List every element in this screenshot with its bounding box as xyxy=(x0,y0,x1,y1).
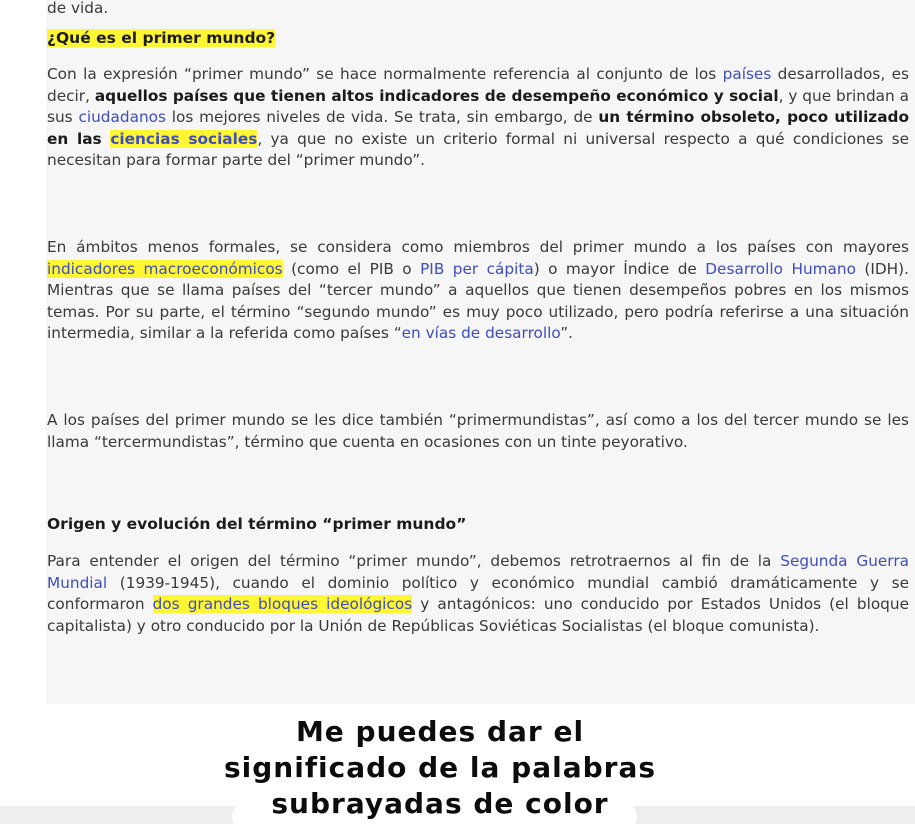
link-desarrollo-humano[interactable]: Desarrollo Humano xyxy=(705,259,856,278)
highlight-ciencias-sociales[interactable]: ciencias sociales xyxy=(110,129,258,148)
link-en-vias-de-desarrollo[interactable]: en vías de desarrollo xyxy=(401,324,561,343)
heading-origen: Origen y evolución del término “primer mundo” xyxy=(47,515,467,533)
link-ciudadanos[interactable]: ciudadanos xyxy=(78,108,166,127)
heading-primer-mundo: ¿Qué es el primer mundo? xyxy=(47,29,276,47)
overlay-question xyxy=(150,714,730,822)
paragraph-3: A los países del primer mundo se les dice también “primermundistas”, así como a los del tercer mundo se les llama “tercermundistas”, término que cuenta en ocasiones con un tinte peyorativo. xyxy=(47,411,909,451)
paragraph-2: En ámbitos menos formales, se considera como miembros del primer mundo a los países con mayores indicadores macroeconómicos (como el PIB o PIB per cápita) o mayor Índice de Desarrollo Humano (IDH). Mientras que se llama países del “tercer mundo” a aquellos que tienen desempeños pobres en los mismos temas. Por su parte, el término “segundo mundo” es muy poco utilizado, pero podría referirse a una situación intermedia, similar a la referida como países “en vías de desarrollo”. xyxy=(47,238,909,343)
top-fragment: de vida. xyxy=(47,0,109,17)
highlight-indicadores-macroeconomicos[interactable]: indicadores macroeconómicos xyxy=(47,259,283,278)
overlay-line-3: subrayadas de color xyxy=(271,787,609,820)
overlay-line-2: significado de la palabras xyxy=(224,751,656,784)
overlay-line-1: Me puedes dar el xyxy=(295,715,585,748)
link-segunda-guerra-mundial[interactable]: Segunda Guerra Mundial xyxy=(47,552,909,592)
paragraph-4: Para entender el origen del término “primer mundo”, debemos retrotraernos al fin de la Segunda Guerra Mundial (1939-1945), cuando el dominio político y económico mundial cambió dramáticamente y se conformaron dos grandes bloques ideológicos y antagónicos: uno conducido por Estados Unidos (el bloque capitalista) y otro conducido por la Unión de Repúblicas Soviéticas Socialistas (el bloque comunista). xyxy=(47,552,910,635)
link-pib-per-capita[interactable]: PIB per cápita xyxy=(420,259,534,278)
highlight-dos-grandes-bloques[interactable]: dos grandes bloques ideológicos xyxy=(152,595,413,614)
bold-obsoleto: un término obsoleto, poco utilizado en las xyxy=(47,108,909,148)
bold-indicadores: aquellos países que tienen altos indicadores de desempeño económico y social xyxy=(94,86,779,105)
paragraph-1: Con la expresión “primer mundo” se hace normalmente referencia al conjunto de los países desarrollados, es decir, aquellos países que tienen altos indicadores de desempeño económico y social, y que brindan a sus ciudadanos los mejores niveles de vida. Se trata, sin embargo, de un término obsoleto, poco utilizado en las ciencias sociales, ya que no existe un criterio formal ni universal respecto a qué condiciones se necesitan para formar parte del “primer mundo”. xyxy=(47,65,910,170)
link-paises[interactable]: países xyxy=(722,65,772,83)
